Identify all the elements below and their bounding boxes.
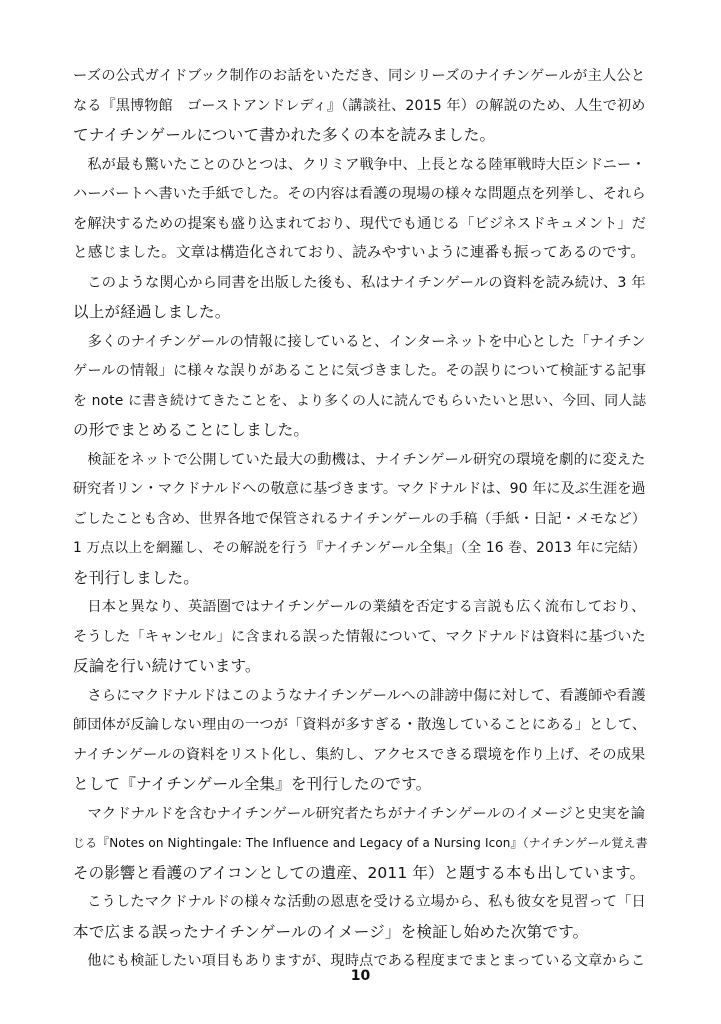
text-line: じる『Notes on Nightingale: The Influence and Legacy of a Nursing Icon』（ナイチンゲール覚え書	[73, 836, 648, 850]
text-line: ハーバートへ書いた手紙でした。その内容は看護の現場の様々な問題点を列挙し、それら	[73, 186, 646, 202]
text-line: 研究者リン・マクドナルドへの敬意に基づきます。マクドナルドは、90 年に及ぶ生涯を過	[73, 481, 646, 497]
text-line: ナイチンゲールの資料をリスト化し、集約し、アクセスできる環境を作り上げ、その成果	[73, 746, 646, 763]
text-line: マクドナルドを含むナイチンゲール研究者たちがナイチンゲールのイメージと史実を論	[73, 805, 646, 822]
text-line: なる『黒博物館 ゴーストアンドレディ』（講談社、2015 年）の解説のため、人生で初め	[73, 97, 646, 114]
text-line: 多くのナイチンゲールの情報に接していると、インターネットを中心とした「ナイチン	[73, 333, 646, 350]
text-line: の形でまとめることにしました。	[73, 421, 310, 439]
text-line: このような関心から同書を出版した後も、私はナイチンゲールの資料を読み続け、3 年	[73, 274, 646, 291]
text-line: ーズの公式ガイドブック制作のお話をいただき、同シリーズのナイチンゲールが主人公と	[73, 68, 646, 84]
text-line: そうした「キャンセル」に含まれる誤った情報について、マクドナルドは資料に基づいた	[73, 628, 646, 645]
text-line: 日本と異なり、英語圏ではナイチンゲールの業績を否定する言説も広く流布しており、	[73, 599, 646, 615]
text-line: 以上が経過しました。	[73, 303, 231, 321]
text-line: 師団体が反論しない理由の一つが「資料が多すぎる・散逸していることにある」として、	[73, 717, 647, 733]
text-line: を解決するための提案も盛り込まれており、現代でも通じる「ビジネスドキュメント」だ	[73, 215, 647, 232]
text-line: 1 万点以上を網羅し、その解説を行う『ナイチンゲール全集』（全 16 巻、2013 年に完結）	[73, 540, 646, 556]
text-line: こうしたマクドナルドの様々な活動の恩恵を受ける立場から、私も彼女を見習って「日	[73, 894, 646, 910]
text-line: 私が最も驚いたことのひとつは、クリミア戦争中、上長となる陸軍戦時大臣シドニー・	[73, 156, 646, 173]
page-number: 10	[350, 968, 371, 984]
text-line: ごしたことも含め、世界各地で保管されるナイチンゲールの手稿（手紙・日記・メモなど）	[73, 510, 646, 527]
text-line: さらにマクドナルドはこのようなナイチンゲールへの誹謗中傷に対して、看護師や看護	[73, 687, 646, 704]
text-line: てナイチンゲールについて書かれた多くの本を読みました。	[73, 126, 496, 144]
text-line: その影響と看護のアイコンとしての遺産、2011 年）と題する本も出しています。	[73, 863, 646, 882]
text-line: 検証をネットで公開していた最大の動機は、ナイチンゲール研究の環境を劇的に変えた	[73, 451, 646, 468]
text-line: 他にも検証したい項目もありますが、現時点である程度までまとまっている文章からこ	[73, 953, 646, 969]
text-line: と感じました。文章は構造化されており、読みやすいように連番も振ってあるのです。	[73, 244, 646, 261]
text-line: を刊行しました。	[73, 568, 199, 587]
text-line: として『ナイチンゲール全集』を刊行したのです。	[73, 775, 432, 793]
text-line: を note に書き続けてきたことを、より多くの人に読んでもらいたいと思い、今回、同人誌	[73, 392, 647, 409]
text-line: 本で広まる誤ったナイチンゲールのイメージ」を検証し始めた次第です。	[73, 922, 589, 941]
text-line: ゲールの情報」に様々な誤りがあることに気づきました。その誤りについて検証する記事	[73, 363, 646, 379]
text-line: 反論を行い続けています。	[73, 657, 261, 675]
